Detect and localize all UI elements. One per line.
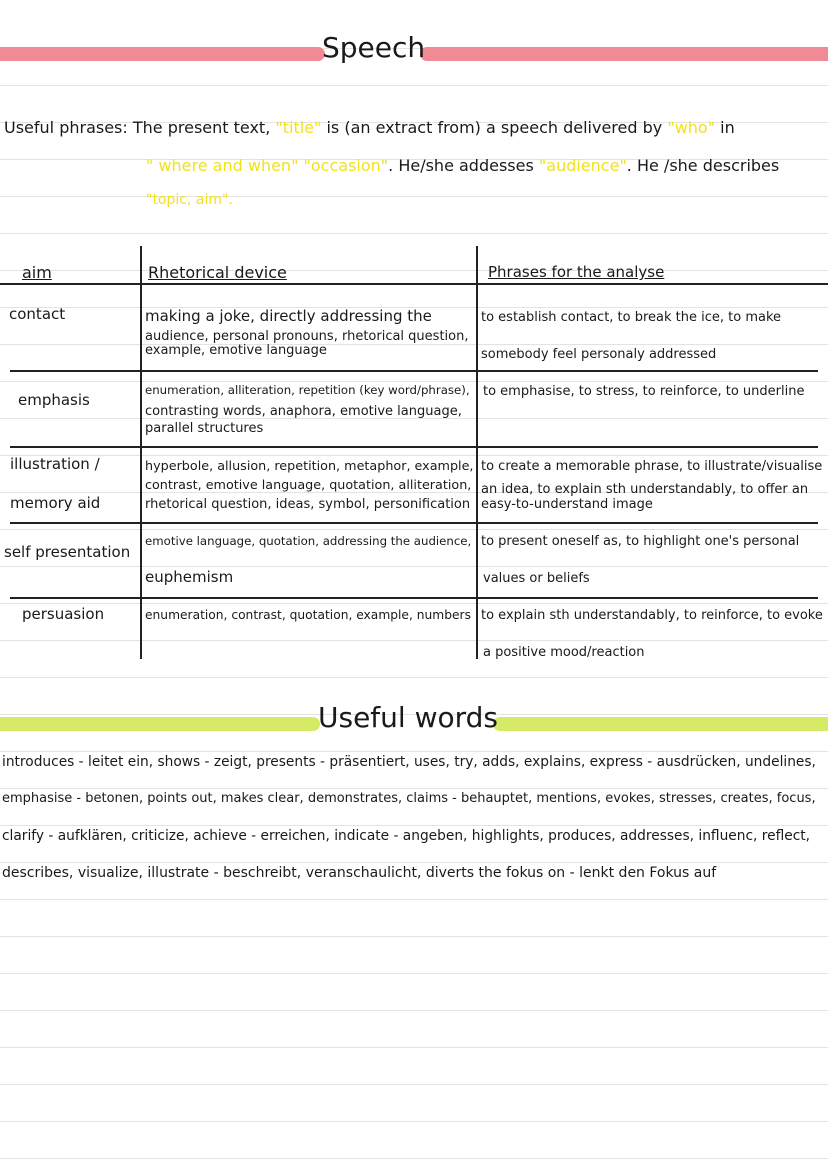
pink-highlight-bar-left	[0, 47, 325, 61]
phrases-line-3	[146, 192, 233, 208]
aim-cell: persuasion	[22, 605, 105, 623]
header-phrases: Phrases for the analyse	[488, 263, 665, 281]
aim-cell: memory aid	[10, 494, 101, 512]
phrases-line-1	[4, 118, 735, 137]
device-cell: example, emotive language	[145, 343, 327, 358]
device-cell: emotive language, quotation, addressing the audience,	[145, 534, 472, 548]
phrases-text: in	[715, 118, 735, 137]
phrase-cell: somebody feel personaly addressed	[481, 347, 717, 362]
device-cell: enumeration, alliteration, repetition (key word/phrase),	[145, 383, 470, 397]
words-line: emphasise - betonen, points out, makes clear, demonstrates, claims - behauptet, mentions, evokes, stresses, creates, focus,	[2, 791, 816, 806]
lime-highlight-bar-right	[493, 717, 828, 731]
phrases-text: . He/she addesses	[388, 156, 539, 175]
phrases-line-2	[146, 156, 779, 175]
phrases-label: Useful phrases:	[4, 118, 128, 137]
table-rule	[10, 522, 818, 524]
table-rule	[0, 283, 828, 285]
phrase-cell: easy-to-understand image	[481, 497, 653, 512]
device-cell: contrast, emotive language, quotation, alliteration,	[145, 478, 472, 493]
page-title: Speech	[322, 31, 426, 64]
section-title: Useful words	[318, 701, 499, 734]
table-rule	[10, 597, 818, 599]
device-cell: making a joke, directly addressing the	[145, 307, 432, 325]
device-cell: hyperbole, allusion, repetition, metaphor, example,	[145, 459, 474, 474]
device-cell: enumeration, contrast, quotation, example, numbers	[145, 608, 471, 622]
aim-cell: contact	[9, 305, 66, 323]
phrase-cell: to emphasise, to stress, to reinforce, to underline	[483, 384, 805, 399]
phrases-text: . He /she describes	[626, 156, 780, 175]
occasion-placeholder: "occasion"	[303, 156, 389, 175]
speech-header	[0, 30, 828, 70]
title-placeholder: "title"	[275, 118, 322, 137]
phrase-cell: values or beliefs	[483, 571, 590, 586]
lime-highlight-bar-left	[0, 717, 320, 731]
pink-highlight-bar-right	[420, 47, 828, 61]
useful-words-header	[0, 700, 828, 740]
who-placeholder: "who"	[667, 118, 716, 137]
rhetorical-devices-table	[0, 246, 828, 662]
phrases-text: The present text,	[132, 118, 276, 137]
header-aim: aim	[22, 263, 52, 282]
phrase-cell: to present oneself as, to highlight one's personal	[481, 534, 800, 549]
aim-cell: self presentation	[4, 543, 131, 561]
topic-aim-placeholder: "topic, aim".	[146, 192, 233, 208]
words-line: describes, visualize, illustrate - beschreibt, veranschaulicht, diverts the fokus on - lenkt den Fokus auf	[2, 865, 717, 881]
phrase-cell: an idea, to explain sth understandably, to offer an	[481, 482, 809, 497]
phrase-cell: to explain sth understandably, to reinforce, to evoke	[481, 608, 823, 623]
device-cell: euphemism	[145, 568, 234, 586]
device-cell: parallel structures	[145, 421, 264, 436]
phrase-cell: to create a memorable phrase, to illustrate/visualise	[481, 459, 823, 474]
phrases-text: is (an extract from) a speech delivered by	[321, 118, 668, 137]
table-rule	[10, 370, 818, 372]
where-when-placeholder: " where and when"	[146, 156, 299, 175]
table-rule	[10, 446, 818, 448]
device-cell: contrasting words, anaphora, emotive language,	[145, 404, 462, 419]
device-cell: audience, personal pronouns, rhetorical question,	[145, 329, 469, 344]
device-cell: rhetorical question, ideas, symbol, personification	[145, 497, 471, 512]
words-line: introduces - leitet ein, shows - zeigt, presents - präsentiert, uses, try, adds, explains, express - ausdrücken, undelines,	[2, 754, 816, 770]
aim-cell: illustration /	[10, 455, 100, 473]
words-line: clarify - aufklären, criticize, achieve - erreichen, indicate - angeben, highlights, produces, addresses, influenc, reflect,	[2, 828, 811, 844]
aim-cell: emphasis	[18, 391, 90, 409]
header-device: Rhetorical device	[148, 263, 287, 282]
phrase-cell: to establish contact, to break the ice, to make	[481, 310, 782, 325]
audience-placeholder: "audience"	[538, 156, 627, 175]
phrase-cell: a positive mood/reaction	[483, 645, 645, 660]
